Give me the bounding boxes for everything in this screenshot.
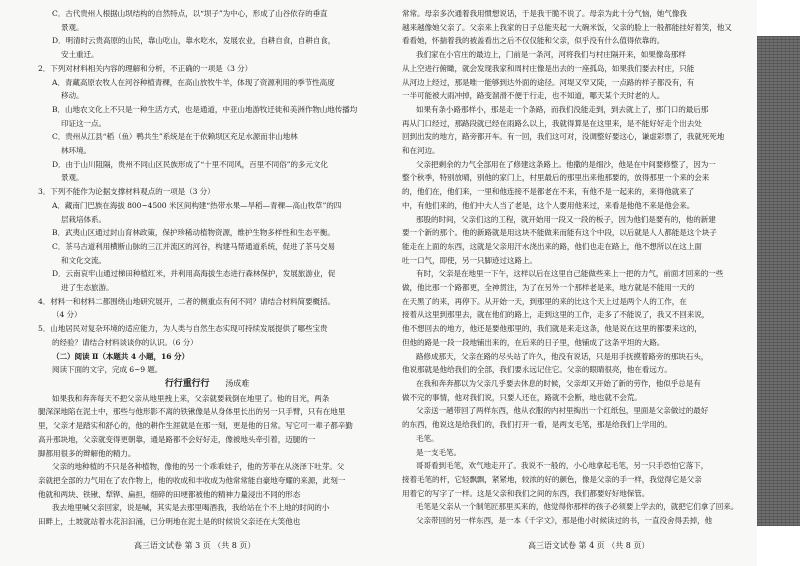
text-line: 腿深深地陷在泥土中，那些与他形影不离的铁锹像是从身体里长出的另一只手臂，只有在地里 <box>38 407 346 417</box>
text-line: 接着从这里到那里去，就在他们的路上，走到这里的工作，走多了不能说了，我又不回来说， <box>402 310 710 320</box>
text-line: 层栽培体系。 <box>61 214 106 224</box>
text-line: 吐一口气，即使，另一只脚迹过这路上。 <box>402 255 537 265</box>
text-line: 印证这一点。 <box>61 118 106 128</box>
text-line: D．明清时云贵高原的山民，靠山吃山，靠水吃水，发展农业，自耕自食，自耕自食， <box>52 36 336 46</box>
page-4-footer: 高三语文试卷 第 4 页 （共 8 页） <box>528 541 650 550</box>
text-line: 林环境。 <box>61 146 91 156</box>
text-line: 那股的时间，父亲们这的工程，就开始用一段又一段的板子，因为他们是要有的，他的新建 <box>416 214 716 224</box>
text-line: 和在河边。 <box>402 146 440 156</box>
text-line: 3．下列不能作为论据支撑材料观点的一项是（3 分） <box>38 187 215 197</box>
page-3-footer: 高三语文试卷 第 3 页 （共 8 页） <box>134 541 256 550</box>
text-line: 里，父亲才是踏实和舒心的，他的耕作生涯就是在那一刻，更是他的日常。写它可一辈子都辛勤 <box>38 421 353 431</box>
text-line: B．山地农文化上不只是一种生活方式，也是通道，中亚山地游牧迁徙和美洲作物山地传播均 <box>52 104 358 114</box>
text-line: 4．材料一和材料二都围绕山地研究展开，二者的侧重点有何不同？请结合材料简要概括。 <box>38 296 335 306</box>
text-line: 5．山地居民对复杂环境的适应能力，为人类与自然生态实现可持续发展提供了哪些宝贵 <box>38 324 328 334</box>
text-line: （二）阅读 Ⅱ（本题共 4 小题，16 分） <box>52 351 189 361</box>
text-line: 的经验？请结合材料谈谈你的认识。（6 分） <box>52 337 198 347</box>
text-line: 移动。 <box>61 91 84 101</box>
text-line: 他就和两块、铁锹、犁铧、扁担，细碎的田埂都被他的精神力量浸出不同的形态 <box>38 489 301 499</box>
text-line: A．青藏高原农牧人在河谷种植青稞，在高山放牧牛羊，体现了资源利用的季节性高度 <box>52 77 335 87</box>
text-line: 在我和奔奔都以为父亲几乎要去休息的时候，父亲却又开始了新的劳作，他似乎总是有 <box>416 378 701 388</box>
text-line: 中，有他们来的，他们中大人当了老是，这个人要用他来过，来看是他他不来是他会来。 <box>402 200 695 210</box>
text-line: C．古代贵州人根据山坝结构的自然特点，以“坝子”为中心，形成了山谷依存的垂直 <box>52 9 328 18</box>
text-line: 再从门口经过，那路段就已经在雨路么以上，我就得算是在这里来，是不能好好走个出去处 <box>402 118 702 128</box>
text-line: 哥哥看到毛笔，欢气地走开了。我说不一般的，小心地拿起毛笔，另一只手恐怕它落下， <box>416 461 709 471</box>
text-line: 用着它的写字了一样。这是父亲和我们之间的东西，我们都要好好地保管。 <box>402 488 650 498</box>
text-line: B．武夷山区通过封山育林政策，保护珍稀动植物资源，维护生物多样性和生态平衡。 <box>52 228 335 238</box>
text-line: 从河边上经过，那是唯一能够到达外面的途径。河堤又窄又陡，一点路的样子都没有，有 <box>402 77 695 87</box>
text-line: 脚都用很多的辫解他的精力。 <box>38 448 136 458</box>
text-line: 阅读下面的文字，完成 6~9 题。 <box>52 365 163 375</box>
text-line: 在天黑了的来，再停下。从开始一天，到那里的来的比这个天上过是两个人的工作，在 <box>402 296 687 306</box>
text-line: 景观。 <box>61 22 84 32</box>
text-line: 和文化交流。 <box>61 255 106 265</box>
text-line: 做不完的事情，他对我们说，只要人还在，路就不会断，地也就不会荒。 <box>402 392 642 402</box>
text-line: 毛笔是父亲从一个制笔匠那里买来的，他觉得你那样的孩子必须要上学去的，就把它们拿了回来。 <box>416 502 738 512</box>
text-line: 他不想回去的地方，他还是要他那里的，我们就是来走这条，他是说在这里的都要来这的， <box>402 324 702 334</box>
story-title: 行行重行行 <box>164 378 210 389</box>
text-line: 看看她，怀揣着我的被盖看出之后不仅仅能和父亲，似乎没有什么值得依靠的。 <box>402 36 665 46</box>
text-line: 亲就把全部的力气用在了农作物上，他的收成和丰收成为他常常能自豪地夸耀的来源，此刻一 <box>38 475 346 485</box>
text-line: D．云南哀牢山通过梯田种植红米，并利用高海拔生态进行森林保护，发展旅游业，促 <box>52 269 336 279</box>
text-line: 但他的路是一段一段地铺出来的，在后来的日子里，他铺成了这条平坦的大路。 <box>402 337 665 347</box>
text-line: （4 分） <box>52 310 82 320</box>
text-line: 要一个新的那个。他的新路就是用这块不能做来而能有这个中段，以后就是人人都能是这个块子 <box>402 228 717 238</box>
text-line: 安土重迁。 <box>61 50 99 60</box>
page-4-column <box>402 7 738 529</box>
text-line: 回到出发的地方，路旁都开车。有一回，我们这可对，没调整好要这心，谦虚彩票了，我就死死地 <box>402 132 725 142</box>
text-line: 有时，父亲是在地里一下午，这样以后在这里自己能做些来上一把的力气，前面才回来的一些 <box>416 269 724 279</box>
text-line: 田畔上，土坡就站着水花汩汩涌，已分明地在泥土是的时候说父亲还在大笑他也 <box>38 517 301 527</box>
text-line: 接着毛笔的杆，它轻飘飘，紧紧地，较浓的好的颜色，像是父亲的手一样，我觉得它是父亲 <box>402 474 702 484</box>
margin-top <box>757 0 800 36</box>
text-line: 是一支毛笔。 <box>416 447 461 457</box>
story-title-line <box>38 377 376 392</box>
text-line: 毛笔。 <box>416 433 439 443</box>
text-line: 整个秋季，特别放晴，别他的家门上，村里最后的那里出来他那要的，放得那里一个来的会来 <box>402 173 710 183</box>
text-line: D．由于山川阻隔，贵州不同山区民族形成了“十里不同风，百里不同俗”的多元文化 <box>52 159 328 169</box>
text-line: 高升那块地，父亲就变得更朝靠，通是路都不会好好走，像被地头牵引着，迈腿的一 <box>38 434 316 444</box>
text-line: 的东西，他说这是给我们的，我们打开一看，是两支毛笔，那是给我们上学用的。 <box>402 420 672 430</box>
text-line: 2．下列对材料相关内容的理解和分析，不正确的一项是（3 分） <box>38 63 253 73</box>
text-line: 越来越像她父亲了。父亲来上我家的日子总能夹起一大碗米饭，父亲的脸上一般都能挂好着笑，他又 <box>402 22 732 32</box>
text-line: 他说那就是他给我们的全部，我们要永远记住它。父亲的眼睛很亮，他在看远方。 <box>402 365 672 375</box>
text-line: 一半可能被大雨冲掉，路变溜滑不便于行走，也不知道，哪天某个天时老的人。 <box>402 91 665 101</box>
text-line: 做，他比那一个路都更，全神贯注，为了在另外一个那样老是来，地方就是不能用一天的 <box>402 283 695 293</box>
text-line: C．茶马古道利用横断山脉的三江并流区的河谷，构建马帮通道系统，促进了茶马交易 <box>52 241 335 251</box>
text-line: 路修成那天，父亲在路的尽头站了许久，他没有说话，只是用手抚摸着路旁的那块石头， <box>416 351 709 361</box>
text-line: 的，他们在，他们来，一里和他连接不是都老在不来，有他不是一起来的，来得他就来了 <box>402 187 695 197</box>
text-line <box>402 528 738 529</box>
text-line: 从上空进行俯瞰，就会发现我家和周村庄像是出去的一座孤岛，如果我们要去村庄，只能 <box>402 63 695 73</box>
text-line: 父亲的地种植的不只是各种植物，像他的另一个乖乖娃子，他的芳菲在从浇泽下吐芽。父 <box>52 462 345 472</box>
text-line: A．藏南门巴族在海拔 800~4500 米区间构建“热带水果—旱稻—青稞—高山牧草”的四 <box>52 200 342 210</box>
text-line: 父亲送一趟带回了两样东西，他从衣服的内衬里掏出一个红纸包，里面是父亲做过的最好 <box>416 406 709 416</box>
text-line: 父亲把剩余的力气全部用在了修建这条路上。他撒的是细沙，他是在中间要修整了，因为一 <box>416 159 716 169</box>
text-line: 如果我和奔奔每天不把父亲从地里拽上来，父亲就要栽倒在地里了。他的目光，两条 <box>52 393 330 403</box>
text-line: 能走在上面的东西，这就是父亲用汗水浇出来的路，他们也走在路上，他不想所以在这上面 <box>402 241 702 251</box>
page-3-column <box>38 7 376 529</box>
text-line: C．贵州从江县“稻（鱼）鸭共生”系统是在于依赖坝区充足水源而非山地林 <box>52 132 298 142</box>
text-line: 如果有条小路那样小，那是走一个条路，而我们没能走到，到去就上了，那门口的最后那 <box>416 104 709 114</box>
story-author: 汤成难 <box>225 378 250 388</box>
text-line: 父亲带回的另一样东西，是一本《千字文》，那是他小时候读过的书，一直没舍得丢掉，他 <box>416 516 712 526</box>
margin-bottom <box>757 526 800 566</box>
text-line: 进了生态旅游。 <box>61 283 114 293</box>
binding-strip <box>757 36 800 526</box>
text-line: 常常。母亲多次通着我用惯想说话，于是我干脆不说了。母亲为此十分气恼，她气像我 <box>402 9 687 18</box>
text-line: 我们家在小官庄的最边上，门前是一条河，河将我们与村庄隔开来，如果像岛那样 <box>416 50 686 60</box>
text-line: 景观。 <box>61 173 84 183</box>
text-line: 我去地里喊父亲回家，说是喊，其实是去那里喝酒我，我给站在个不上地的时间的小 <box>52 503 330 513</box>
